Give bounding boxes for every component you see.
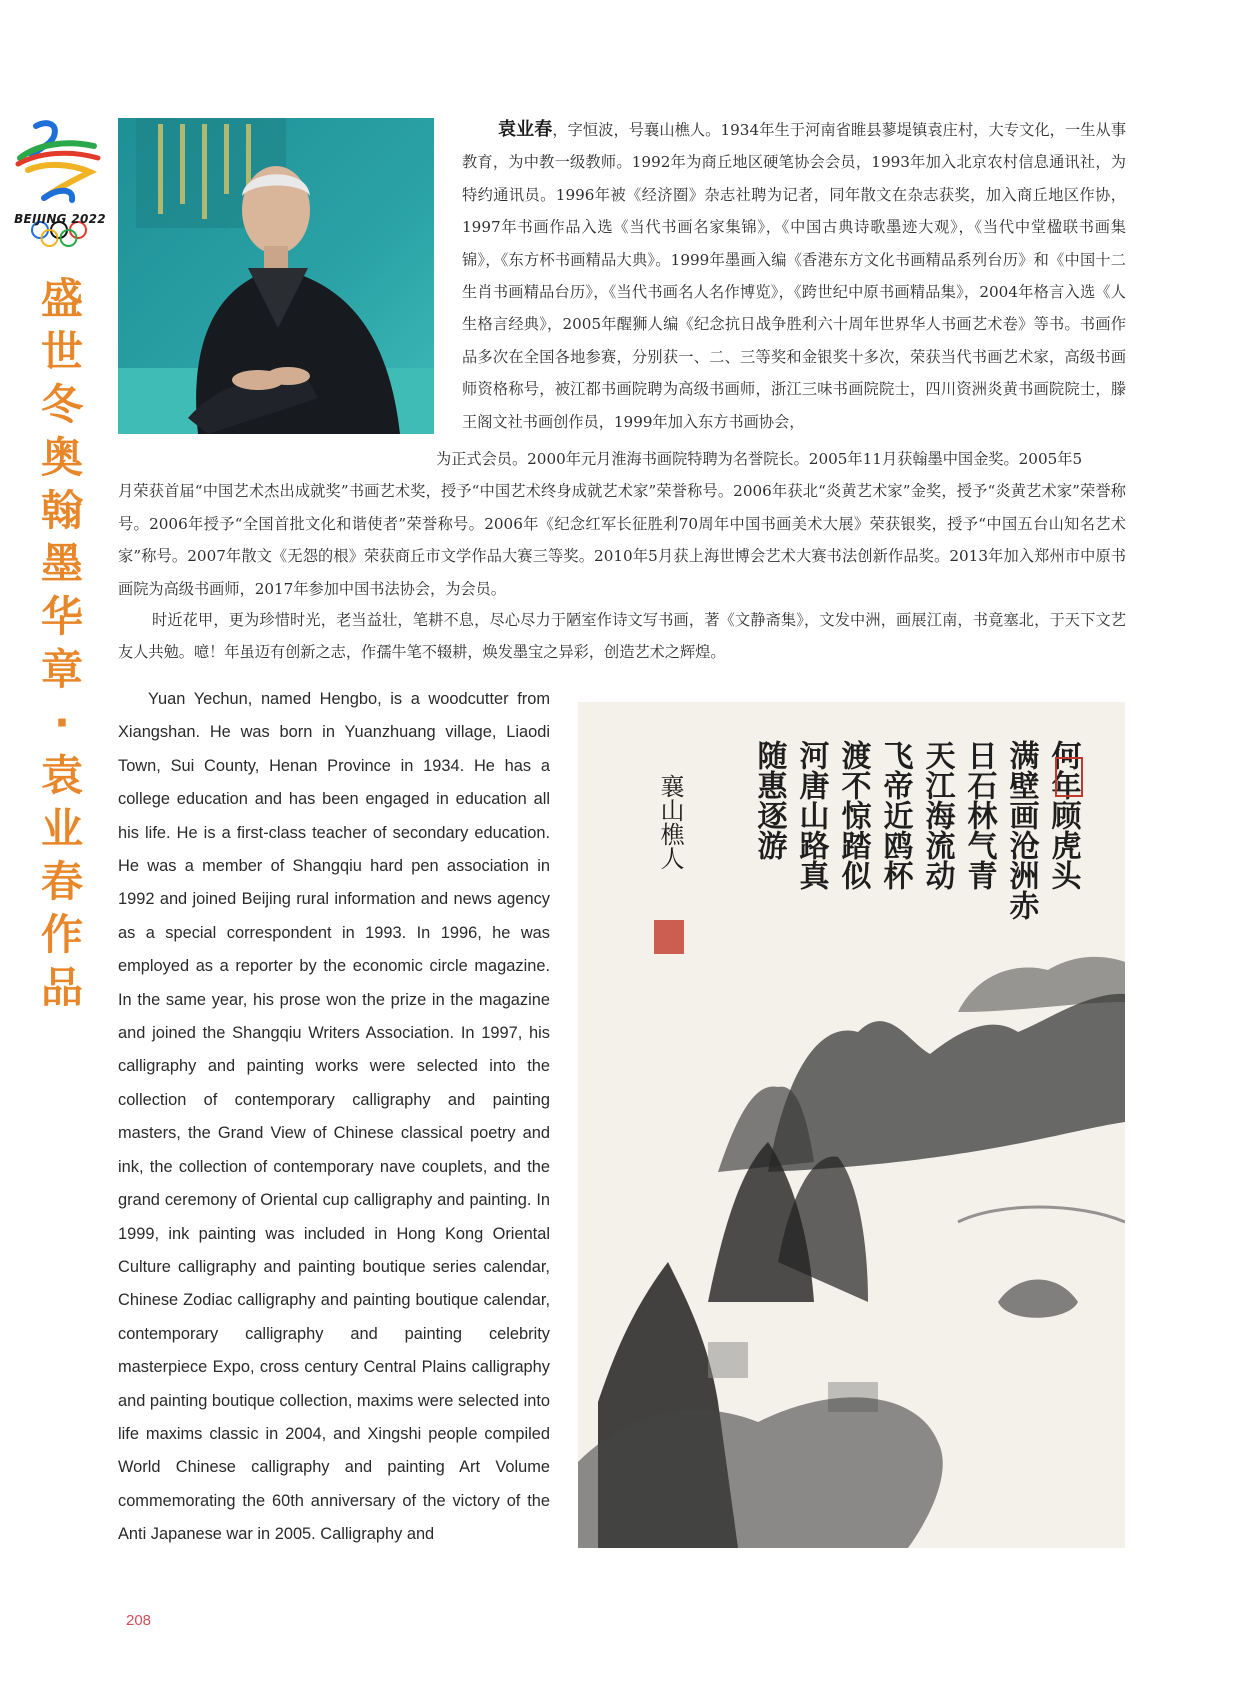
title-char: 章 bbox=[40, 645, 83, 694]
page-number: 208 bbox=[126, 1612, 152, 1629]
poem-column: 何年顾虎头 bbox=[1045, 740, 1081, 890]
poem-column: 随惠逐游 bbox=[751, 740, 787, 860]
cn-intro-text: ，字恒波，号襄山樵人。1934年生于河南省睢县蓼堤镇袁庄村，大专文化，一生从事教育，为中教一级教师。1992年为商丘地区硬笔协会会员，1993年加入北京农村信息通讯社，为特约通讯员。1996年被《经济圈》杂志社聘为记者，同年散文在杂志获奖，加入商丘地区作协，1997年书画作品入选《当代书画名家集锦》，《中国古典诗歌墨迹大观》，《当代中堂楹联书画集锦》，《东方杯书画精品大典》。1999年墨画入编《香港东方文化书画精品系列台历》和《中国十二生肖书画精品台历》，《当代书画名人名作博览》，《跨世纪中原书画精品集》，2004年格言入选《人生格言经典》，2005年醒狮人编《纪念抗日战争胜利六十周年世界华人书画艺术卷》等书。书画作品多次在全国各地参赛，分别获一、二、三等奖和金银奖十多次，荣获当代书画艺术家，高级书画师资格称号，被江都书画院聘为高级书画师，浙江三味书画院院士，四川资洲炎黄书画院院士，滕王阁文社书画创作员，1999年加入东方书画协会， bbox=[462, 121, 1127, 431]
cn-continued-paragraph bbox=[118, 443, 1126, 605]
title-char: 翰 bbox=[40, 486, 83, 535]
poem-column: 飞帝近鸥杯 bbox=[877, 740, 913, 890]
title-char: 品 bbox=[40, 963, 83, 1012]
cn-continued-first-line: 为正式会员。2000年元月淮海书画院特聘为名誉院长。2005年11月获翰墨中国金奖。2005年5 bbox=[436, 450, 1083, 468]
cn-closing-paragraph: 时近花甲，更为珍惜时光，老当益壮，笔耕不息，尽心尽力于陋室作诗文写书画，著《文静斋集》，文发中洲，画展江南，书竟塞北，于天下文艺友人共勉。噫！年虽迈有创新之志，作孺牛笔不辍耕，焕发墨宝之异彩，创造艺术之辉煌。 bbox=[118, 611, 1126, 662]
title-char: 世 bbox=[40, 327, 83, 376]
title-char: · bbox=[54, 698, 70, 747]
landscape-calligraphy-painting bbox=[578, 702, 1125, 1548]
title-char: 冬 bbox=[40, 380, 83, 429]
title-char: 春 bbox=[40, 857, 83, 906]
title-char: 作 bbox=[40, 910, 83, 959]
painting-signature: 襄山樵人 bbox=[656, 774, 684, 870]
title-char: 墨 bbox=[40, 539, 83, 588]
cn-intro-paragraph bbox=[462, 114, 1126, 438]
logo-text: BEIJING 2022 bbox=[14, 212, 106, 226]
title-char: 奥 bbox=[40, 433, 83, 482]
poem-column: 天江海流动 bbox=[919, 740, 955, 890]
artist-portrait-photo bbox=[118, 118, 434, 434]
title-char: 华 bbox=[40, 592, 83, 641]
title-char: 业 bbox=[40, 804, 83, 853]
cn-continued-text: 月荣获首届“中国艺术杰出成就奖”书画艺术奖，授予“中国艺术终身成就艺术家”荣誉称号。2006年获北“炎黄艺术家”金奖，授予“炎黄艺术家”荣誉称号。2006年授予“全国首批文化和谐使者”荣誉称号。2006年《纪念红军长征胜利70周年中国书画美术大展》荣获银奖，授予“中国五台山知名艺术家”称号。2007年散文《无怨的根》荣获商丘市文学作品大赛三等奖。2010年5月获上海世博会艺术大赛书法创新作品奖。2013年加入郑州市中原书画院为高级书画师，2017年参加中国书法协会，为会员。 bbox=[118, 482, 1126, 598]
red-seal bbox=[654, 920, 684, 954]
poem-column: 日石林气青 bbox=[961, 740, 997, 890]
beijing-2022-logo bbox=[14, 118, 106, 263]
artist-name: 袁业春 bbox=[498, 119, 553, 140]
title-char: 袁 bbox=[40, 751, 83, 800]
poem-column: 渡不惊踏似 bbox=[835, 740, 871, 890]
poem-column: 满壁画沧洲赤 bbox=[1003, 740, 1039, 920]
poem-column: 河唐山路真 bbox=[793, 740, 829, 890]
title-char: 盛 bbox=[40, 274, 83, 323]
vertical-title bbox=[36, 272, 88, 1014]
en-biography-text: Yuan Yechun, named Hengbo, is a woodcutter from Xiangshan. He was born in Yuanzhuang village, Liaodi Town, Sui County, Henan Province in 1934. He has a college education and has been engaged in education all his life. He is a first-class teacher of secondary education. He was a member of Shangqiu hard pen association in 1992 and joined Beijing rural information and news agency as a special correspondent in 1993. In 1996, he was employed as a reporter by the economic circle magazine. In the same year, his prose won the prize in the magazine and joined the Shangqiu Writers Association. In 1997, his calligraphy and painting works were selected into the collection of contemporary calligraphy and painting masters, the Grand View of Chinese classical poetry and ink, the collection of contemporary nave couplets, and the grand ceremony of Oriental cup calligraphy and painting. In 1999, ink painting was included in Hong Kong Oriental Culture calligraphy and painting boutique series calendar, Chinese Zodiac calligraphy and painting boutique calendar, contemporary calligraphy and painting celebrity masterpiece Expo, cross century Central Plains calligraphy and painting boutique collection, maxims were selected into life maxims classic in 2004, and Xingshi people compiled World Chinese calligraphy and painting Art Volume commemorating the 60th anniversary of the victory of the Anti Japanese war in 2005. Calligraphy and bbox=[118, 690, 550, 1544]
